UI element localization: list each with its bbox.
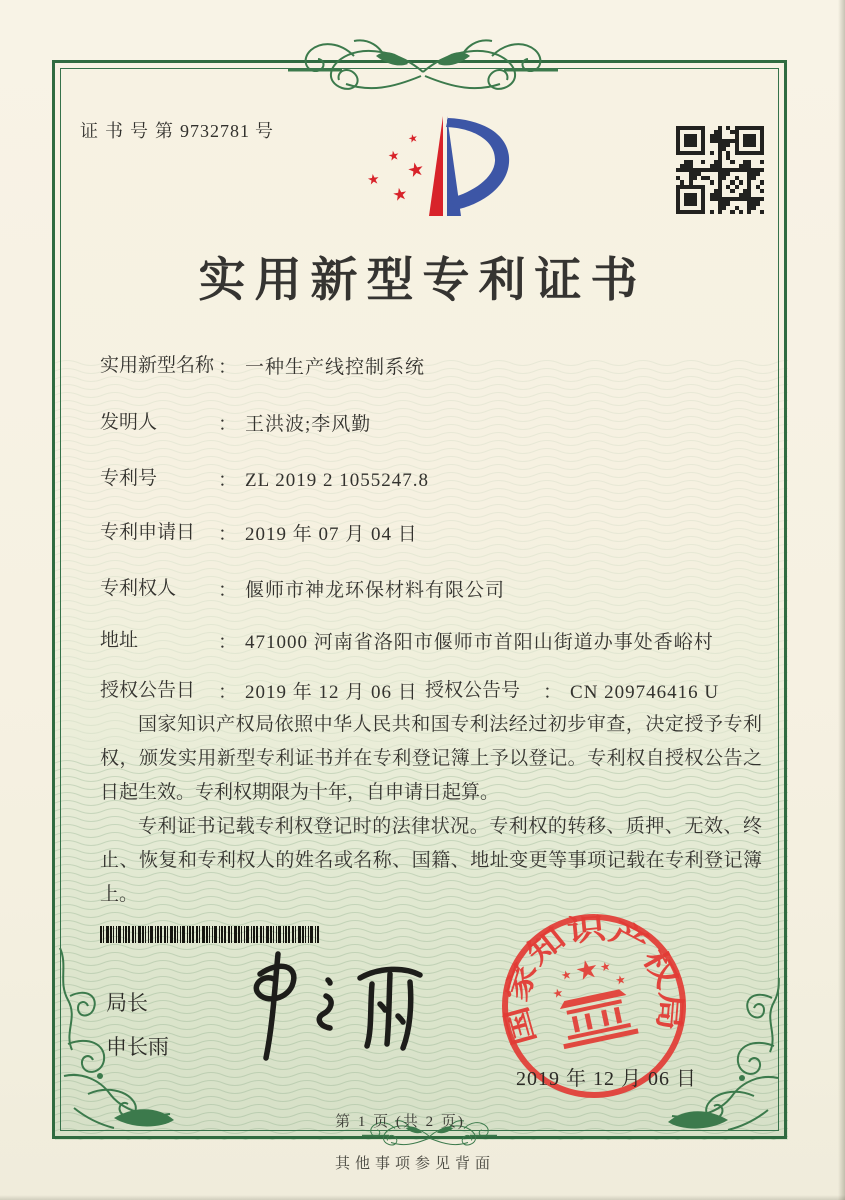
scan-edge-shadow-right [838, 0, 845, 1200]
certificate-title: 实用新型专利证书 [198, 255, 647, 307]
field-value: 471000 河南省洛阳市偃师市首阳山街道办事处香峪村 [245, 632, 714, 653]
field-row-patent-number [100, 465, 770, 492]
field-colon: ： [218, 414, 238, 435]
seal-org-text: 国家知识产权局 [500, 912, 688, 1049]
field-colon: ： [218, 470, 238, 491]
legal-paragraph-grant: 国家知识产权局依照中华人民共和国专利法经过初步审查，决定授予专利权，颁发实用新型专利证书并在专利登记簿上予以登记。专利权自授权公告之日起生效。专利权期限为十年，自申请日起算。 [100, 714, 762, 803]
svg-text:★: ★ [386, 148, 401, 165]
svg-text:★: ★ [390, 183, 410, 207]
field-label: 实用新型名称 [100, 355, 215, 376]
grant-date-value: 2019 年 12 月 06 日 [245, 682, 418, 703]
national-emblem-icon [546, 948, 638, 1049]
commissioner-signature [222, 942, 437, 1070]
qr-code [676, 126, 764, 214]
field-row-utility-model-name [100, 352, 770, 379]
seal-date: 2019 年 12 月 06 日 [516, 1068, 697, 1090]
field-colon: ： [218, 632, 238, 653]
svg-text:★: ★ [551, 985, 565, 1002]
field-label: 专利号 [100, 468, 158, 489]
field-label: 地址 [100, 630, 139, 651]
svg-text:★: ★ [598, 958, 613, 975]
commissioner-title: 局长 [106, 992, 148, 1015]
legal-paragraph-register: 专利证书记载专利权登记时的法律状况。专利权的转移、质押、无效、终止、恢复和专利权人的姓名或名称、国籍、地址变更等事项记载在专利登记簿上。 [100, 816, 762, 905]
back-side-note: 其他事项参见背面 [334, 1156, 495, 1172]
certificate-number-value: 9732781 [180, 121, 250, 141]
field-row-address [100, 627, 770, 654]
commissioner-block [106, 982, 169, 1070]
grant-number-label: 授权公告号 [425, 680, 521, 701]
field-colon: ： [218, 524, 238, 545]
page-number: 第 1 页 (共 2 页) [335, 1114, 465, 1130]
cnipa-logo-icon [350, 112, 520, 230]
certificate-number [80, 117, 273, 143]
commissioner-name: 申长雨 [106, 1036, 169, 1059]
field-label: 专利申请日 [100, 522, 196, 543]
top-border-crest-ornament [288, 32, 558, 106]
field-value: 2019 年 07 月 04 日 [245, 524, 418, 545]
field-label: 专利权人 [100, 578, 177, 599]
certificate-number-suffix: 号 [255, 121, 273, 141]
field-value: ZL 2019 2 1055247.8 [245, 470, 430, 491]
field-colon: ： [218, 580, 238, 601]
field-colon: ： [218, 682, 238, 703]
field-row-patentee [100, 575, 770, 602]
field-colon: ： [218, 357, 238, 378]
svg-text:★: ★ [366, 171, 381, 189]
field-value: 一种生产线控制系统 [245, 357, 426, 378]
grant-date-label: 授权公告日 [100, 680, 196, 701]
svg-text:★: ★ [572, 953, 602, 988]
field-row-filing-date [100, 519, 770, 546]
field-row-inventor [100, 409, 770, 436]
legal-text-block [100, 708, 762, 912]
svg-text:★: ★ [405, 157, 427, 183]
svg-text:★: ★ [613, 971, 628, 988]
field-value: 偃师市神龙环保材料有限公司 [245, 580, 506, 601]
svg-text:★: ★ [406, 130, 420, 147]
svg-text:★: ★ [559, 967, 574, 984]
field-colon: ： [543, 682, 563, 703]
field-row-grant [100, 677, 770, 704]
certificate-number-prefix: 证书号第 [80, 121, 180, 141]
field-value: 王洪波;李风勤 [245, 414, 372, 435]
grant-number-value: CN 209746416 U [570, 682, 720, 703]
field-label: 发明人 [100, 412, 158, 433]
scan-edge-shadow-bottom [0, 1195, 845, 1200]
grant-number-group [425, 677, 719, 704]
barcode [100, 926, 320, 943]
